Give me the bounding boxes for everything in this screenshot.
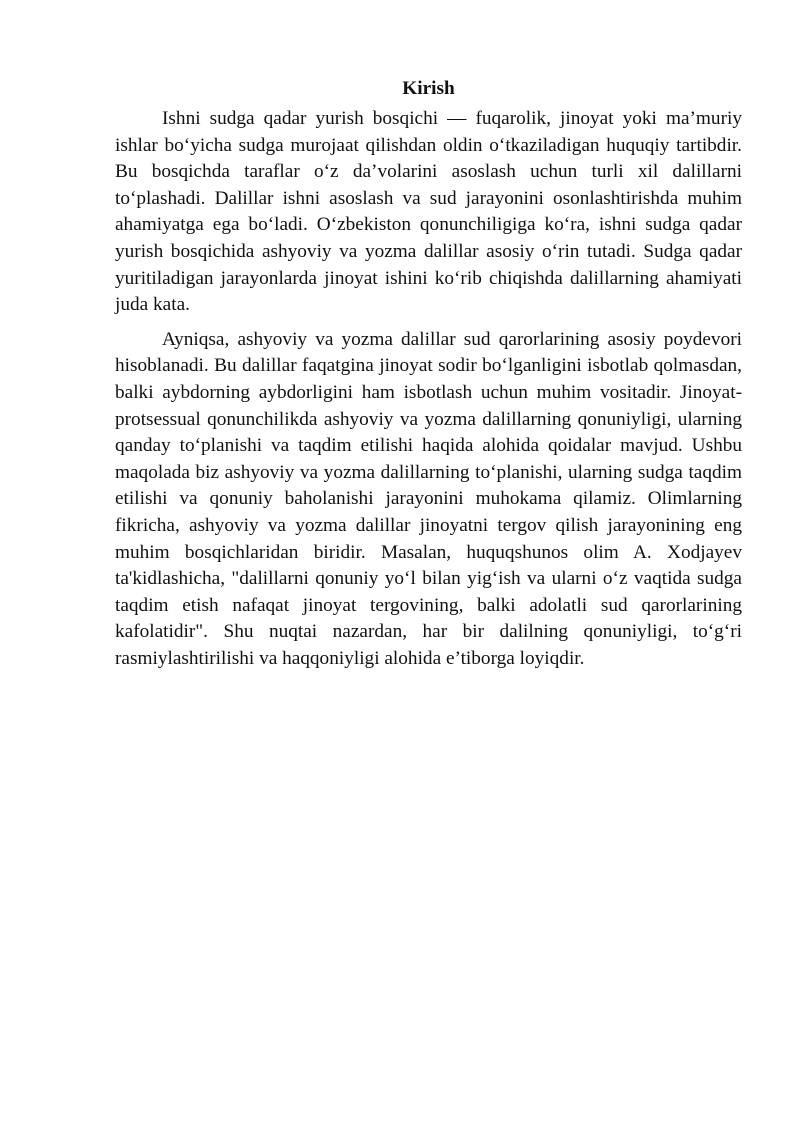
document-page xyxy=(115,76,742,680)
paragraph-intro: Ishni sudga qadar yurish bosqichi — fuqarolik, jinoyat yoki ma’muriy ishlar bo‘yicha sudga murojaat qilishdan oldin o‘tkaziladigan huquqiy tartibdir. Bu bosqichda taraflar o‘z da’volarini asoslash uchun turli xil dalillarni to‘plashadi. Dalillar ishni asoslash va sud jarayonini osonlashtirishda muhim ahamiyatga ega bo‘ladi. O‘zbekiston qonunchiligiga ko‘ra, ishni sudga qadar yurish bosqichida ashyoviy va yozma dalillar asosiy o‘rin tutadi. Sudga qadar yuritiladigan jarayonlarda jinoyat ishini ko‘rib chiqishda dalillarning ahamiyati juda kata. xyxy=(115,108,742,316)
section-title: Kirish xyxy=(402,78,455,99)
paragraph-evidence: Ayniqsa, ashyoviy va yozma dalillar sud qarorlarining asosiy poydevori hisoblanadi. Bu dalillar faqatgina jinoyat sodir bo‘lganligini isbotlab qolmasdan, balki aybdorning aybdorligini ham isbotlash uchun muhim vositadir. Jinoyat-protsessual qonunchilikda ashyoviy va yozma dalillarning qonuniyligi, ularning qanday to‘planishi va taqdim etilishi haqida alohida qoidalar mavjud. Ushbu maqolada biz ashyoviy va yozma dalillarning to‘planishi, ularning sudga taqdim etilishi va qonuniy baholanishi jarayonini muhokama qilamiz. Olimlarning fikricha, ashyoviy va yozma dalillar jinoyatni tergov qilish jarayonining eng muhim bosqichlaridan biridir. Masalan, huquqshunos olim A. Xodjayev ta'kidlashicha, "dalillarni qonuniy yo‘l bilan yig‘ish va ularni o‘z vaqtida sudga taqdim etish nafaqat jinoyat tergovining, balki adolatli sud qarorlarining kafolatidir". Shu nuqtai nazardan, har bir dalilning qonuniyligi, to‘g‘ri rasmiylashtirilishi va haqqoniyligi alohida e’tiborga loyiqdir. xyxy=(115,328,742,669)
